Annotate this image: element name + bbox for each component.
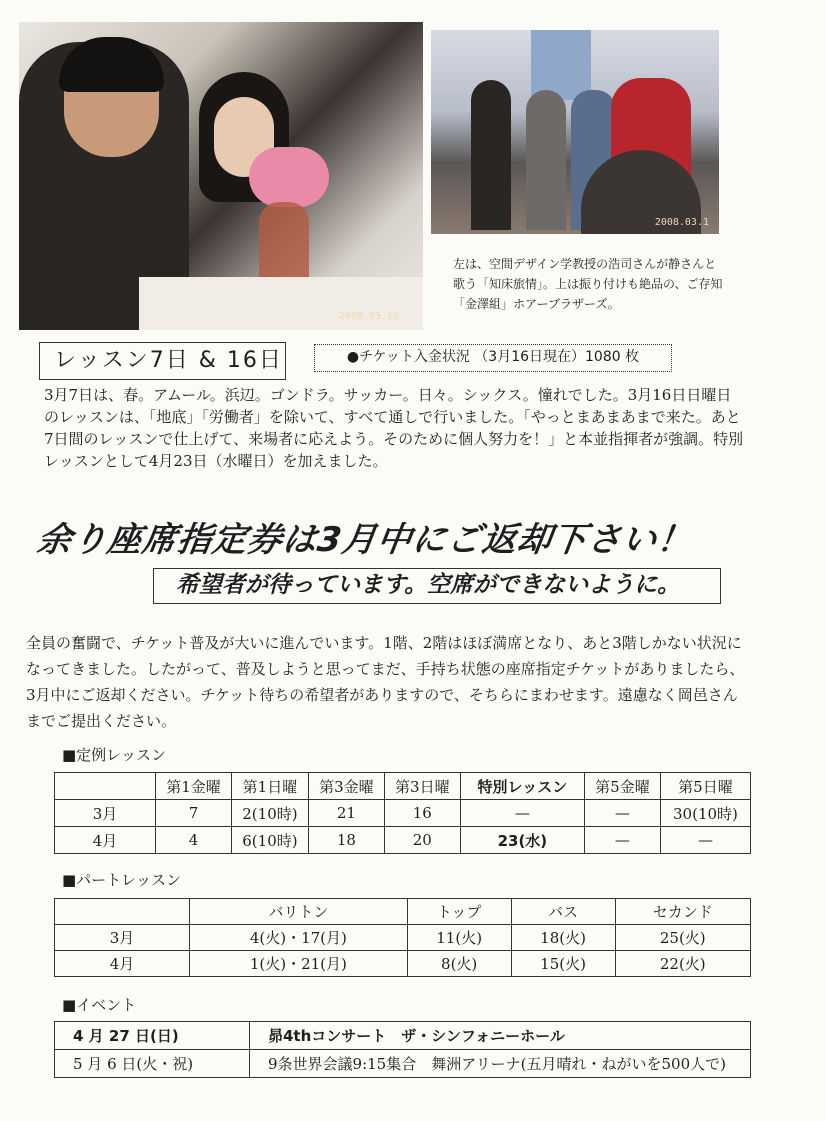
photo-caption: 左は、空間デザイン学教授の浩司さんが静さんと歌う「知床旅情」。上は振り付けも絶品の、ご存知「金澤組」ホアーブラザーズ。 xyxy=(453,257,723,311)
table-row xyxy=(55,827,751,854)
table-header-row xyxy=(55,773,751,800)
photo-singers xyxy=(19,22,423,330)
table-cell: 18(火) xyxy=(511,925,615,951)
table-cell: 15(火) xyxy=(511,951,615,977)
subheadline: 希望者が待っています。空席ができないように。 xyxy=(153,568,721,604)
table-row xyxy=(55,800,751,827)
table-cell: — xyxy=(584,827,660,854)
photo-table xyxy=(139,277,423,330)
table-cell: 7 xyxy=(156,800,232,827)
table-cell: 4月 xyxy=(55,827,156,854)
table-header-cell: 特別レッスン xyxy=(460,773,584,800)
table-row xyxy=(55,1022,751,1050)
table-row xyxy=(55,1050,751,1078)
table-header-cell xyxy=(55,899,190,925)
table-header-cell: 第3金曜 xyxy=(308,773,384,800)
table-cell: 3月 xyxy=(55,925,190,951)
table-cell: 6(10時) xyxy=(231,827,308,854)
table-header-cell xyxy=(55,773,156,800)
event-date: 5 月 6 日(火・祝) xyxy=(55,1050,250,1078)
part-lesson-table xyxy=(54,898,751,977)
event-date: 4 月 27 日(日) xyxy=(55,1022,250,1050)
table-header-row xyxy=(55,899,751,925)
table-cell: 11(火) xyxy=(407,925,511,951)
table-cell: 25(火) xyxy=(615,925,750,951)
table-cell: 4月 xyxy=(55,951,190,977)
table-header-cell: トップ xyxy=(407,899,511,925)
table-header-cell: 第1日曜 xyxy=(231,773,308,800)
table-cell: — xyxy=(660,827,750,854)
lesson-report-paragraph: 3月7日は、春。アムール。浜辺。ゴンドラ。サッカー。日々。シックス。憧れでした。3月16日日曜日のレッスンは、「地底」「労働者」を除いて、すべて通しで行いました。「やっとまあまあまで来た。あと7日間のレッスンで仕上げて、来場者に応えよう。そのために個人努力を！」と本並指揮者が強調。特別レッスンとして4月23日（水曜日）を加えました。 xyxy=(44,386,744,470)
event-description: 9条世界会議9:15集合 舞洲アリーナ(五月晴れ・ねがいを500人で) xyxy=(250,1050,751,1078)
table-cell: 20 xyxy=(384,827,460,854)
table-header-cell: 第1金曜 xyxy=(156,773,232,800)
headline: 余り座席指定券は3月中にご返却下さい！ xyxy=(34,520,695,560)
event-description: 昴4thコンサート ザ・シンフォニーホール xyxy=(250,1022,751,1050)
table-header-cell: セカンド xyxy=(615,899,750,925)
photo-window xyxy=(531,30,591,100)
ticket-return-paragraph: 全員の奮闘で、チケット普及が大いに進んでいます。1階、2階はほぼ満席となり、あと3階しかない状況になってきました。したがって、普及しようと思ってまだ、手持ち状態の座席指定チケットがありましたら、3月中にご返却ください。チケット待ちの希望者がありますので、そちらにまわせます。遠慮なく岡邑さんまでご提出ください。 xyxy=(26,634,745,730)
photo-date-stamp: 2008.03.16 xyxy=(338,311,399,322)
table-row xyxy=(55,951,751,977)
event-table xyxy=(54,1021,751,1078)
table-cell: 3月 xyxy=(55,800,156,827)
table-cell: — xyxy=(584,800,660,827)
event-title: ■イベント xyxy=(62,996,137,1014)
regular-lesson-table xyxy=(54,772,751,854)
photo-dancers xyxy=(431,30,719,234)
regular-lesson-title: ■定例レッスン xyxy=(62,746,167,764)
table-cell: 8(火) xyxy=(407,951,511,977)
table-cell: 4(火)・17(月) xyxy=(190,925,408,951)
table-cell: 23(水) xyxy=(460,827,584,854)
table-header-cell: 第5日曜 xyxy=(660,773,750,800)
table-header-cell: 第3日曜 xyxy=(384,773,460,800)
lesson-heading: レッスン7日 & 16日 xyxy=(39,342,286,380)
photo-figure-2 xyxy=(526,90,566,230)
table-row xyxy=(55,925,751,951)
table-cell: — xyxy=(460,800,584,827)
table-cell: 30(10時) xyxy=(660,800,750,827)
photo-figure-1 xyxy=(471,80,511,230)
table-cell: 22(火) xyxy=(615,951,750,977)
table-cell: 21 xyxy=(308,800,384,827)
table-cell: 4 xyxy=(156,827,232,854)
table-cell: 1(火)・21(月) xyxy=(190,951,408,977)
ticket-status: ●チケット入金状況 （3月16日現在）1080 枚 xyxy=(314,344,672,372)
table-cell: 16 xyxy=(384,800,460,827)
table-header-cell: バリトン xyxy=(190,899,408,925)
photo-date-stamp-2: 2008.03.1 xyxy=(654,217,709,228)
part-lesson-title: ■パートレッスン xyxy=(62,871,182,889)
table-cell: 2(10時) xyxy=(231,800,308,827)
table-cell: 18 xyxy=(308,827,384,854)
photo-flowers xyxy=(249,147,329,207)
table-header-cell: 第5金曜 xyxy=(584,773,660,800)
table-header-cell: バス xyxy=(511,899,615,925)
